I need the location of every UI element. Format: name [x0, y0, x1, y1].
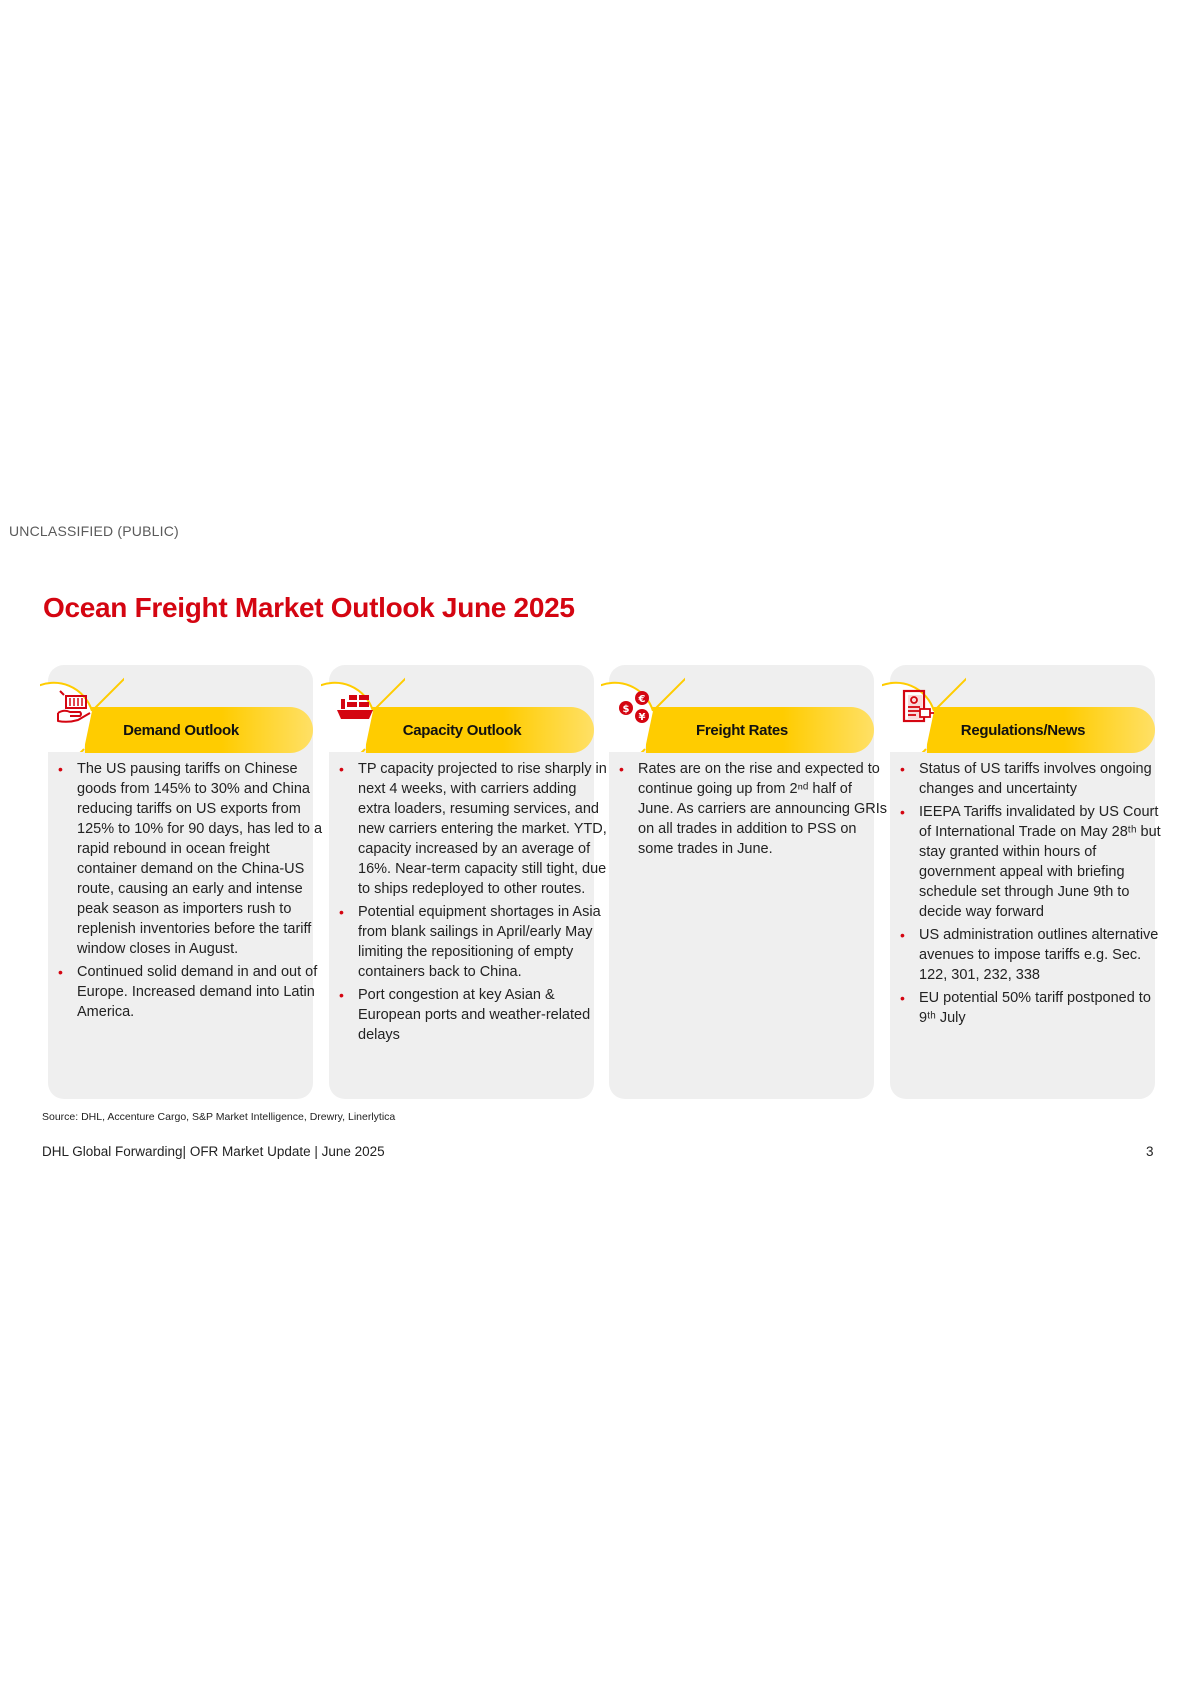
svg-text:$: $: [622, 704, 630, 715]
bullet-list: [57, 759, 329, 1025]
bullet-item: • Port congestion at key Asian & European ports and weather-related delays: [338, 985, 610, 1045]
card-freight-rates: [602, 665, 888, 1099]
page-number: 3: [1146, 1144, 1154, 1159]
bullet-item: • IEEPA Tariffs invalidated by US Court of International Trade on May 28ᵗʰ but stay granted within hours of government appeal with briefing schedule set through June 9th to decide way forward: [899, 802, 1171, 922]
bullet-item: • Continued solid demand in and out of Europe. Increased demand into Latin America.: [57, 962, 329, 1022]
bullet-list: [338, 759, 610, 1048]
card-demand-outlook: [41, 665, 323, 1099]
outlook-cards: [41, 665, 1161, 1099]
bullet-list: [618, 759, 890, 862]
svg-text:€: €: [638, 694, 646, 705]
bullet-item: • EU potential 50% tariff postponed to 9ᵗʰ July: [899, 988, 1171, 1028]
bullet-list: [899, 759, 1171, 1031]
card-title: Freight Rates: [696, 721, 788, 739]
card-title: Demand Outlook: [123, 721, 239, 739]
bullet-item: • TP capacity projected to rise sharply in next 4 weeks, with carriers adding extra loaders, resuming services, and new carriers entering the market. YTD, capacity increased by an average of 16%. Near-term capacity still tight, due to ships redeployed to other routes.: [338, 759, 610, 899]
card-capacity-outlook: [322, 665, 607, 1099]
card-title: Capacity Outlook: [402, 721, 522, 739]
bullet-item: • The US pausing tariffs on Chinese goods from 145% to 30% and China reducing tariffs on US exports from 125% to 10% for 90 days, has led to a rapid rebound in ocean freight container demand on the China-US route, causing an early and intense peak season as importers rush to replenish inventories before the tariff window closes in August.: [57, 759, 329, 959]
bullet-item: • Status of US tariffs involves ongoing changes and uncertainty: [899, 759, 1171, 799]
bullet-item: • Potential equipment shortages in Asia from blank sailings in April/early May limiting the repositioning of empty containers back to China.: [338, 902, 610, 982]
bullet-item: • US administration outlines alternative avenues to impose tariffs e.g. Sec. 122, 301, 232, 338: [899, 925, 1171, 985]
footer-text: DHL Global Forwarding| OFR Market Update | June 2025: [42, 1144, 385, 1159]
source-note: Source: DHL, Accenture Cargo, S&P Market Intelligence, Drewry, Linerlytica: [42, 1111, 396, 1123]
bullet-item: • Rates are on the rise and expected to continue going up from 2ⁿᵈ half of June. As carriers are announcing GRIs on all trades in addition to PSS on some trades in June.: [618, 759, 890, 859]
card-title: Regulations/News: [960, 721, 1086, 739]
svg-text:¥: ¥: [638, 712, 646, 723]
page-title: Ocean Freight Market Outlook June 2025: [43, 592, 575, 623]
card-regulations-news: [883, 665, 1161, 1099]
classification-label: UNCLASSIFIED (PUBLIC): [9, 523, 179, 539]
